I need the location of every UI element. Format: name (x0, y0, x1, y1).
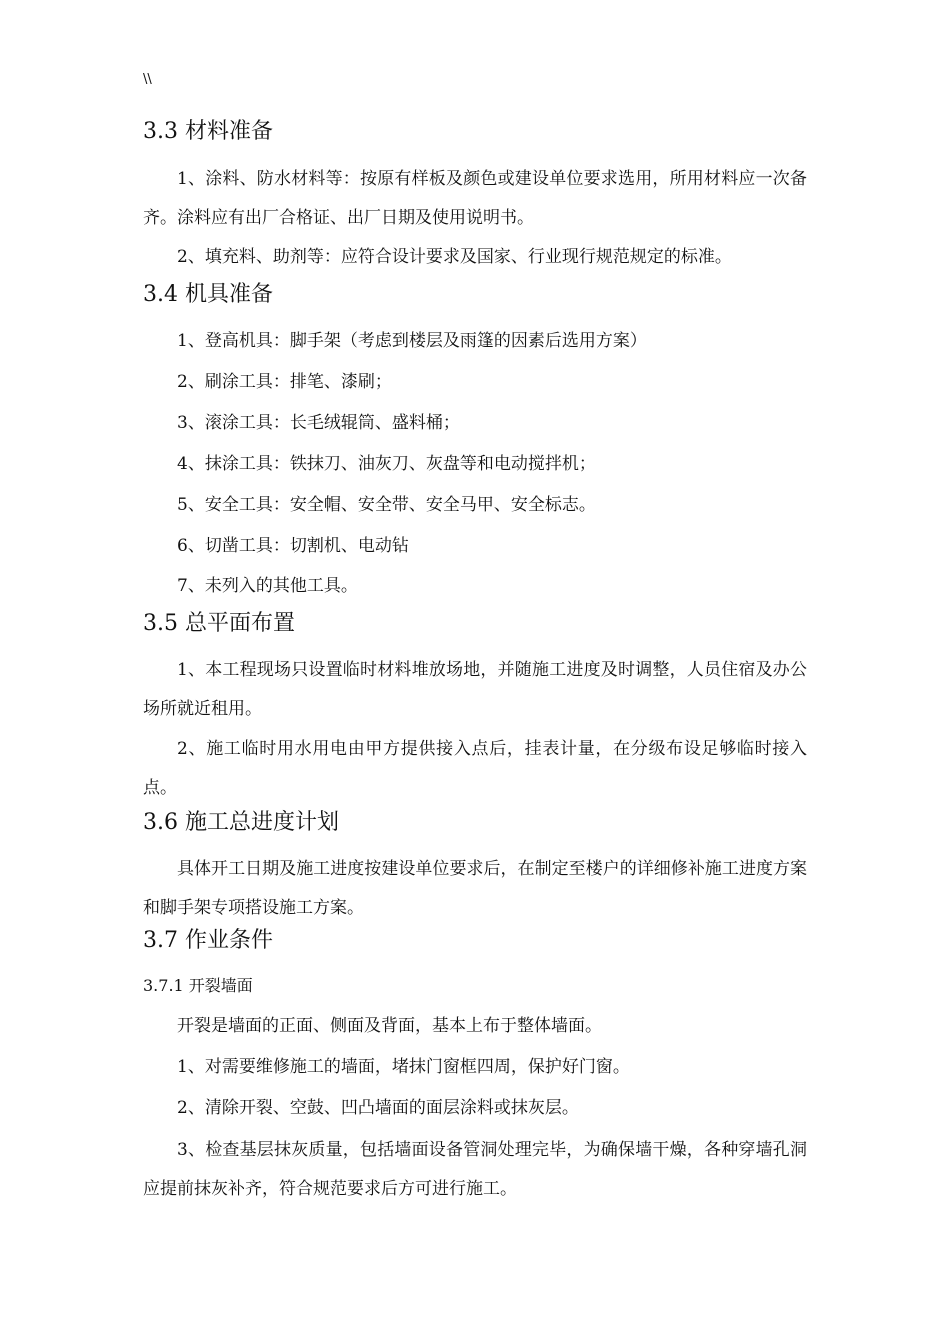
section-title-3-7: 3.7 作业条件 (143, 928, 273, 953)
list-item: 3、检查基层抹灰质量，包括墙面设备管洞处理完毕，为确保墙干燥，各种穿墙孔洞应提前抹灰补齐，符合规范要求后方可进行施工。 (143, 1140, 807, 1199)
paragraph: 1、本工程现场只设置临时材料堆放场地，并随施工进度及时调整，人员住宿及办公场所就近租用。 (143, 660, 807, 719)
subsection-title-3-7-1: 3.7.1 开裂墙面 (143, 976, 253, 995)
paragraph: 开裂是墙面的正面、侧面及背面，基本上布于整体墙面。 (177, 1016, 602, 1036)
section-title-3-6: 3.6 施工总进度计划 (143, 810, 339, 835)
section-title-3-4: 3.4 机具准备 (143, 282, 273, 307)
section-title-3-3: 3.3 材料准备 (143, 119, 273, 144)
list-item: 1、登高机具：脚手架（考虑到楼层及雨篷的因素后选用方案） (177, 331, 647, 351)
section-title-3-5: 3.5 总平面布置 (143, 611, 295, 636)
paragraph: 2、施工临时用水用电由甲方提供接入点后，挂表计量，在分级布设足够临时接入点。 (143, 739, 807, 798)
paragraph: 具体开工日期及施工进度按建设单位要求后，在制定至楼户的详细修补施工进度方案和脚手架专项搭设施工方案。 (143, 859, 807, 918)
list-item: 2、刷涂工具：排笔、漆刷； (177, 372, 392, 392)
list-item: 3、滚涂工具：长毛绒辊筒、盛料桶； (177, 413, 460, 433)
list-item: 7、未列入的其他工具。 (177, 576, 358, 596)
list-item: 1、对需要维修施工的墙面，堵抹门窗框四周，保护好门窗。 (177, 1057, 630, 1077)
list-item: 5、安全工具：安全帽、安全带、安全马甲、安全标志。 (177, 495, 596, 515)
list-item: 4、抹涂工具：铁抹刀、油灰刀、灰盘等和电动搅拌机； (177, 454, 596, 474)
paragraph: 1、涂料、防水材料等：按原有样板及颜色或建设单位要求选用，所用材料应一次备齐。涂料应有出厂合格证、出厂日期及使用说明书。 (143, 169, 807, 228)
header-mark: \\ (143, 72, 152, 87)
paragraph: 2、填充料、助剂等：应符合设计要求及国家、行业现行规范规定的标准。 (177, 247, 732, 267)
list-item: 2、清除开裂、空鼓、凹凸墙面的面层涂料或抹灰层。 (177, 1098, 579, 1118)
list-item: 6、切凿工具：切割机、电动钻 (177, 536, 409, 556)
